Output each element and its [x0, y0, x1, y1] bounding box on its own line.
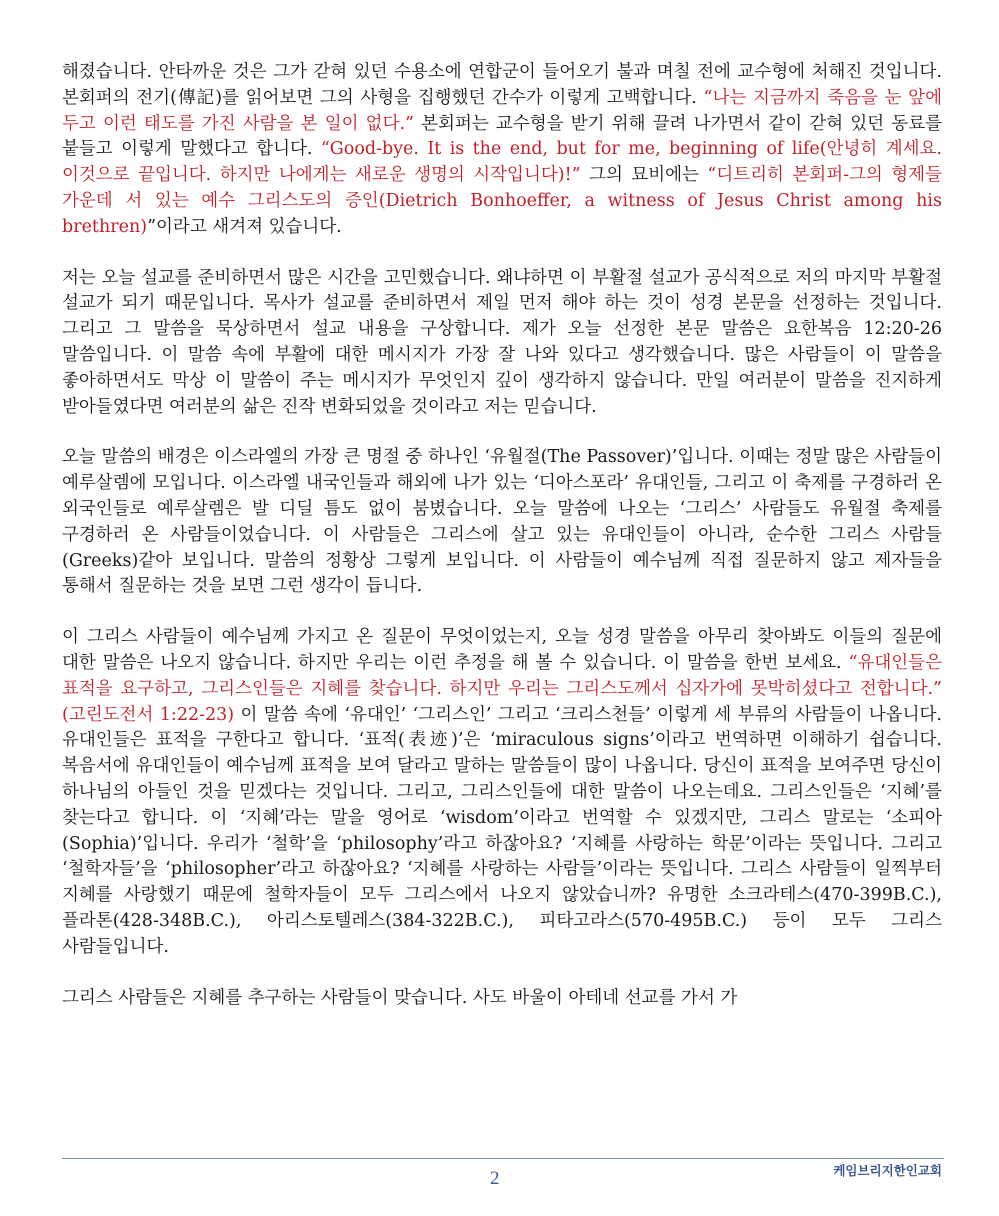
page-number: 2	[490, 1168, 500, 1189]
text-segment: ”이라고 새겨져 있습니다.	[147, 216, 342, 237]
paragraph-greeks-question	[62, 625, 942, 960]
text-segment: 해졌습니다. 안타까운 것은 그가 갇혀 있던 수용소에 연합군이 들어오기 불과 며칠 전에 교수형에 처해진 것입니다. 본회퍼의 전기(傳記)를 읽어보면 그의 사형을 집행했던 간수가 이렇게 고백합니다.	[62, 62, 942, 108]
quote-corinthians: “유대인들은 표적을 요구하고, 그리스인들은 지혜를 찾습니다. 하지만 우리는 그리스도께서 십자가에 못박히셨다고 전합니다.” (고린도전서 1:22-23)	[62, 652, 942, 725]
text-segment: 이 말씀 속에 ‘유대인’ ‘그리스인’ 그리고 ‘크리스천들’ 이렇게 세 부류의 사람들이 나옵니다. 유대인들은 표적을 구한다고 합니다. ‘표적(表迹)’은 ‘miraculous signs’이라고 번역하면 이해하기 쉽습니다. 복음서에 유대인들이 예수님께 표적을 보여 달라고 말하는 말씀들이 많이 나옵니다. 당신이 표적을 보여주면 당신이 하나님의 아들인 것을 믿겠다는 것입니다. 그리고, 그리스인들에 대한 말씀이 나오는데요. 그리스인들은 ‘지혜’를 찾는다고 합니다. 이 ‘지혜’라는 말을 영어로 ‘wisdom’이라고 번역할 수 있겠지만, 그리스 말로는 ‘소피아(Sophia)’입니다. 우리가 ‘철학’을 ‘philosophy’라고 하잖아요? ‘지혜를 사랑하는 학문’이라는 뜻입니다. 그리고 ‘철학자들’을 ‘philosopher’라고 하잖아요? ‘지혜를 사랑하는 사람들’이라는 뜻입니다. 그리스 사람들이 일찍부터 지혜를 사랑했기 때문에 철학자들이 모두 그리스에서 나오지 않았습니까? 유명한 소크라테스(470-399B.C.), 플라톤(428-348B.C.), 아리스토텔레스(384-322B.C.), 피타고라스(570-495B.C.) 등이 모두 그리스 사람들입니다.	[62, 704, 942, 957]
paragraph-greeks-wisdom	[62, 986, 942, 1012]
text-segment: 이 그리스 사람들이 예수님께 가지고 온 질문이 무엇이었는지, 오늘 성경 말씀을 아무리 찾아봐도 이들의 질문에 대한 말씀은 나오지 않습니다. 하지만 우리는 이런 추정을 해 볼 수 있습니다. 이 말씀을 한번 보세요.	[62, 627, 942, 673]
document-body	[62, 60, 942, 1036]
text-segment: 저는 오늘 설교를 준비하면서 많은 시간을 고민했습니다. 왜냐하면 이 부활절 설교가 공식적으로 저의 마지막 부활절 설교가 되기 때문입니다. 목사가 설교를 준비하면서 제일 먼저 해야 하는 것이 성경 본문을 선정하는 것입니다. 그리고 그 말씀을 묵상하면서 설교 내용을 구상합니다. 제가 오늘 선정한 본문 말씀은 요한복음 12:20-26 말씀입니다. 이 말씀 속에 부활에 대한 메시지가 가장 잘 나와 있다고 생각했습니다. 많은 사람들이 이 말씀을 좋아하면서도 막상 이 말씀이 주는 메시지가 무엇인지 깊이 생각하지 않습니다. 만일 여러분이 말씀을 진지하게 받아들였다면 여러분의 삶은 진작 변화되었을 것이라고 저는 믿습니다.	[62, 267, 942, 417]
quote-epitaph: “디트리히 본회퍼-그의 형제들 가운데 서 있는 예수 그리스도의 증인(Dietrich Bonhoeffer, a witness of Jesus Christ among his brethren)	[62, 165, 942, 237]
text-segment: 그리스 사람들은 지혜를 추구하는 사람들이 맞습니다. 사도 바울이 아테네 선교를 가서 가	[62, 987, 738, 1008]
paragraph-bonhoeffer-ending	[62, 60, 942, 241]
text-segment: 그의 묘비에는	[580, 165, 708, 186]
quote-guard-confession: “나는 지금까지 죽음을 눈 앞에 두고 이런 태도를 가진 사람을 본 일이 없다.”	[62, 87, 942, 134]
footer-divider	[62, 1158, 944, 1159]
text-segment: 본회퍼는 교수형을 받기 위해 끌려 나가면서 같이 갇혀 있던 동료를 붙들고 이렇게 말했다고 합니다.	[62, 113, 942, 160]
text-segment: 오늘 말씀의 배경은 이스라엘의 가장 큰 명절 중 하나인 ‘유월절(The Passover)’입니다. 이때는 정말 많은 사람들이 예루살렘에 모입니다. 이스라엘 내국인들과 해외에 나가 있는 ‘디아스포라’ 유대인들, 그리고 이 축제를 구경하러 온 외국인들로 예루살렘은 발 디딜 틈도 없이 붐볐습니다. 오늘 말씀에 나오는 ‘그리스’ 사람들도 유월절 축제를 구경하러 온 사람들이었습니다. 이 사람들은 그리스에 살고 있는 유대인들이 아니라, 순수한 그리스 사람들(Greeks)같아 보입니다. 말씀의 정황상 그렇게 보입니다. 이 사람들이 예수님께 직접 질문하지 않고 제자들을 통해서 질문하는 것을 보면 그런 생각이 듭니다.	[62, 447, 942, 597]
quote-last-words: “Good-bye. It is the end, but for me, beginning of life(안녕히 계세요. 이것으로 끝입니다. 하지만 나에게는 새로운 생명의 시작입니다)!”	[62, 139, 942, 186]
paragraph-sermon-preparation	[62, 266, 942, 421]
paragraph-passover-background	[62, 445, 942, 600]
church-name: 케임브리지한인교회	[833, 1163, 942, 1178]
